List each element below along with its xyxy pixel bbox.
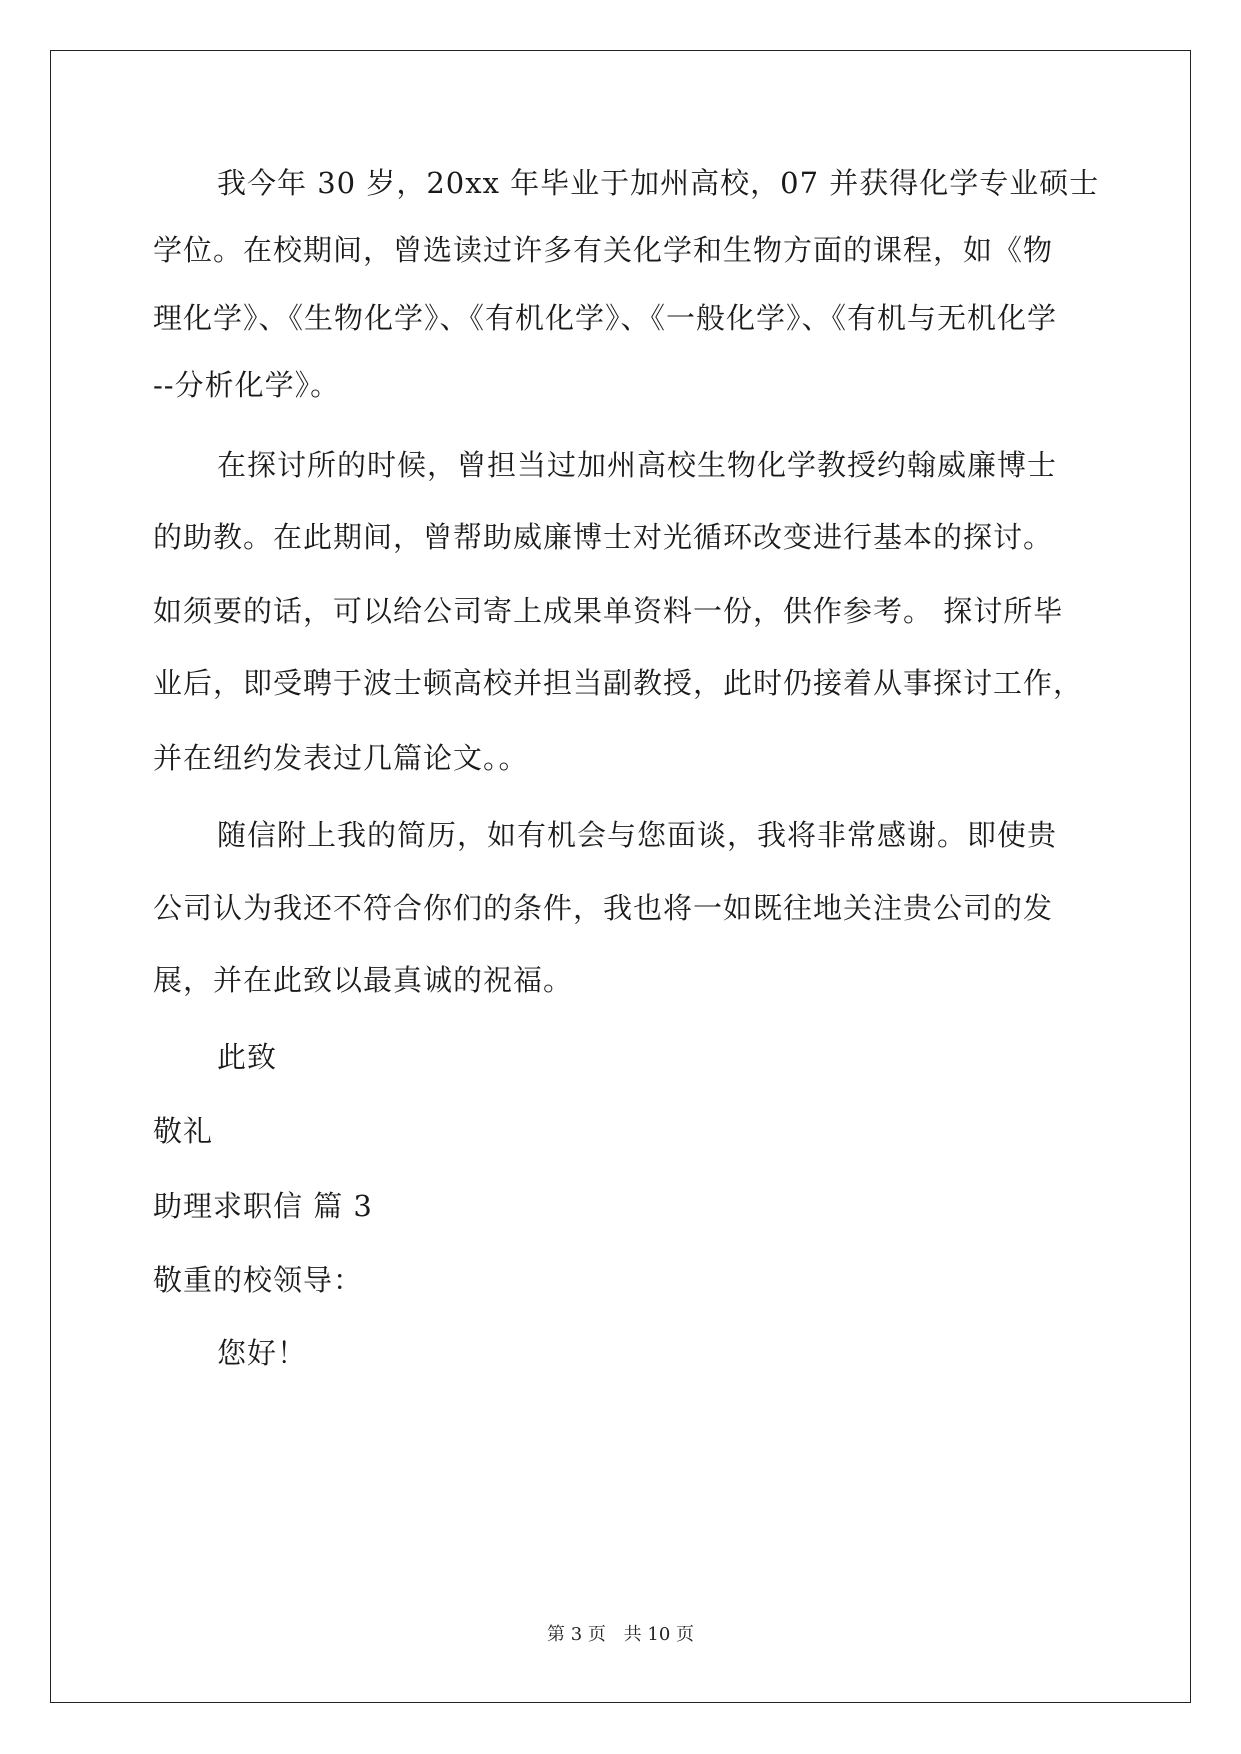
section-heading: 助理求职信 篇 3: [153, 1189, 373, 1223]
paragraph-line: 业后，即受聘于波士顿高校并担当副教授，此时仍接着从事探讨工作，: [153, 666, 1084, 700]
page-number-total: 共 10 页: [623, 1624, 694, 1645]
paragraph-line: 理化学》、《生物化学》、《有机化学》、《一般化学》、《有机与无机化学: [153, 301, 1058, 335]
paragraph-line: 并在纽约发表过几篇论文。。: [153, 741, 529, 775]
greeting-line: 您好！: [217, 1336, 308, 1370]
closing-line: 此致: [217, 1040, 278, 1074]
paragraph-line: 随信附上我的简历，如有机会与您面谈，我将非常感谢。即使贵: [217, 818, 1058, 852]
paragraph-line: 我今年 30 岁，20xx 年毕业于加州高校，07 并获得化学专业硕士: [217, 166, 1100, 200]
paragraph-line: 的助教。在此期间，曾帮助威廉博士对光循环改变进行基本的探讨。: [153, 520, 1054, 554]
paragraph-line: 学位。在校期间，曾选读过许多有关化学和生物方面的课程，如《物: [153, 233, 1054, 267]
closing-line: 敬礼: [153, 1114, 214, 1148]
page-footer: [0, 1620, 1241, 1646]
paragraph-line: 展，并在此致以最真诚的祝福。: [153, 963, 574, 997]
page-number-current: 第 3 页: [547, 1624, 606, 1645]
paragraph-line: --分析化学》。: [153, 368, 341, 402]
paragraph-line: 如须要的话，可以给公司寄上成果单资料一份，供作参考。 探讨所毕: [153, 594, 1064, 628]
paragraph-line: 在探讨所的时候，曾担当过加州高校生物化学教授约翰威廉博士: [217, 448, 1058, 482]
paragraph-line: 公司认为我还不符合你们的条件，我也将一如既往地关注贵公司的发: [153, 891, 1054, 925]
salutation-line: 敬重的校领导：: [153, 1263, 364, 1297]
